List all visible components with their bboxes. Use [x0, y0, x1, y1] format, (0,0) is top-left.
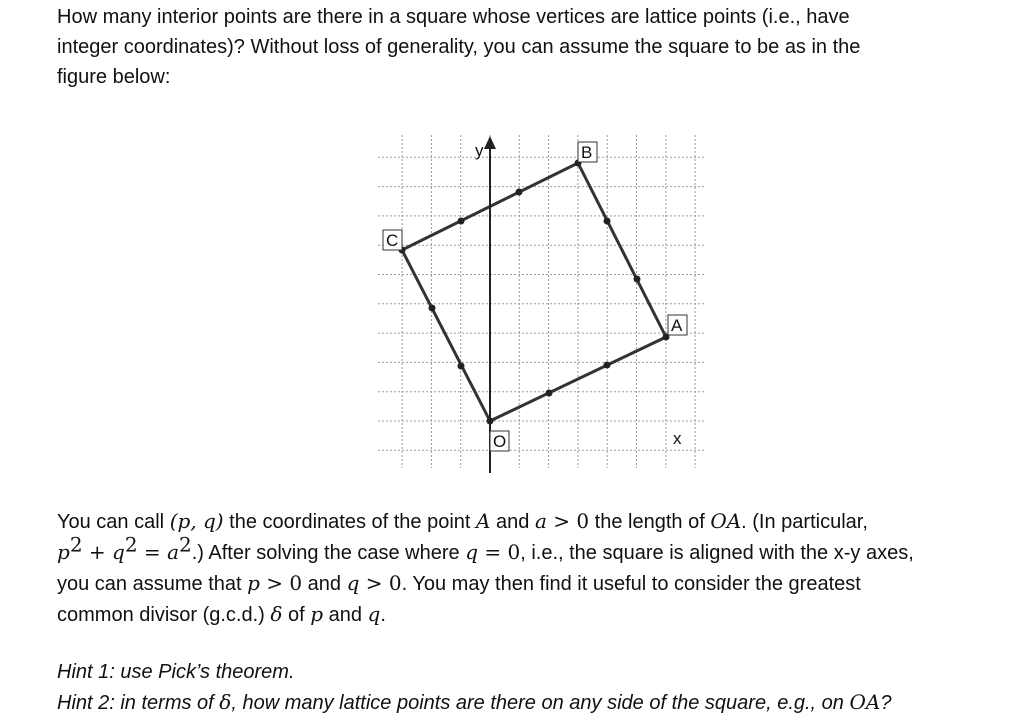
intro-line-3: figure below:	[57, 66, 171, 88]
lattice-point	[604, 218, 611, 225]
math-operator: =	[137, 540, 168, 564]
lattice-point	[516, 189, 523, 196]
vertex-label-b	[578, 142, 597, 162]
lattice-point	[458, 218, 465, 225]
math-coordinates-pq: (p, q)	[169, 509, 224, 533]
lattice-point	[604, 362, 611, 369]
body-text: common divisor (g.c.d.)	[57, 604, 271, 626]
body-text: You can call	[57, 511, 170, 533]
math-delta: δ	[219, 690, 232, 714]
vertex-label-c	[383, 230, 402, 250]
math-operator: +	[82, 540, 113, 564]
hint-2-text: Hint 2: in terms of	[57, 692, 220, 714]
body-text: the coordinates of the point	[223, 511, 477, 533]
svg-text:B: B	[581, 143, 593, 162]
body-text: .	[380, 604, 386, 626]
body-text: the length of	[589, 511, 711, 533]
lattice-point	[634, 276, 641, 283]
body-text: and	[490, 511, 535, 533]
math-q: q	[367, 602, 381, 626]
lattice-point	[546, 390, 553, 397]
body-text: you can assume that	[57, 573, 248, 595]
body-text: and	[302, 573, 347, 595]
math-delta: δ	[270, 602, 283, 626]
math-p: p	[310, 602, 324, 626]
hints-block	[57, 657, 1019, 718]
math-p: p	[247, 571, 260, 595]
math-q: q	[346, 571, 360, 595]
math-a: a	[167, 540, 179, 564]
math-relation: > 0	[359, 571, 402, 595]
math-exponent: 2	[124, 532, 138, 557]
body-paragraph	[57, 506, 1019, 630]
vertex-label-a	[668, 315, 687, 335]
body-text: of	[282, 604, 311, 626]
body-text: and	[323, 604, 368, 626]
math-relation: = 0	[478, 540, 521, 564]
math-p: p	[57, 540, 70, 564]
math-point-a: A	[476, 509, 491, 533]
svg-text:C: C	[386, 231, 399, 250]
hint-1: Hint 1: use Pick’s theorem.	[57, 661, 295, 683]
x-axis-label: x	[673, 429, 682, 448]
lattice-point	[458, 363, 465, 370]
intro-line-2: integer coordinates)? Without loss of generality, you can assume the square to be as in the	[57, 36, 861, 58]
math-relation: > 0	[259, 571, 303, 595]
lattice-square-figure	[378, 133, 708, 473]
math-exponent: 2	[179, 532, 192, 557]
hint-2-text: , how many lattice points are there on any side of the square, e.g., on	[231, 692, 850, 714]
body-text: , i.e., the square is aligned with the x-y axes,	[520, 542, 914, 564]
body-text: .) After solving the case where	[191, 542, 466, 564]
math-segment-oa: OA	[710, 509, 742, 533]
lattice-point	[429, 305, 436, 312]
math-exponent: 2	[69, 532, 83, 557]
math-relation: > 0	[546, 509, 590, 533]
body-text: . You may then find it useful to consider the greatest	[401, 573, 861, 595]
math-segment-oa: OA	[849, 690, 881, 714]
lattice-point	[487, 418, 494, 425]
svg-text:A: A	[671, 316, 683, 335]
math-q: q	[465, 540, 479, 564]
y-axis-label: y	[475, 141, 484, 160]
svg-text:O: O	[493, 432, 507, 451]
problem-statement	[57, 2, 987, 92]
origin-label	[490, 431, 509, 451]
intro-line-1: How many interior points are there in a square whose vertices are lattice points (i.e., have	[57, 6, 850, 28]
math-q: q	[112, 540, 125, 564]
body-text: . (In particular,	[741, 511, 868, 533]
hint-2-text: ?	[880, 692, 892, 714]
math-length-a: a	[534, 509, 547, 533]
